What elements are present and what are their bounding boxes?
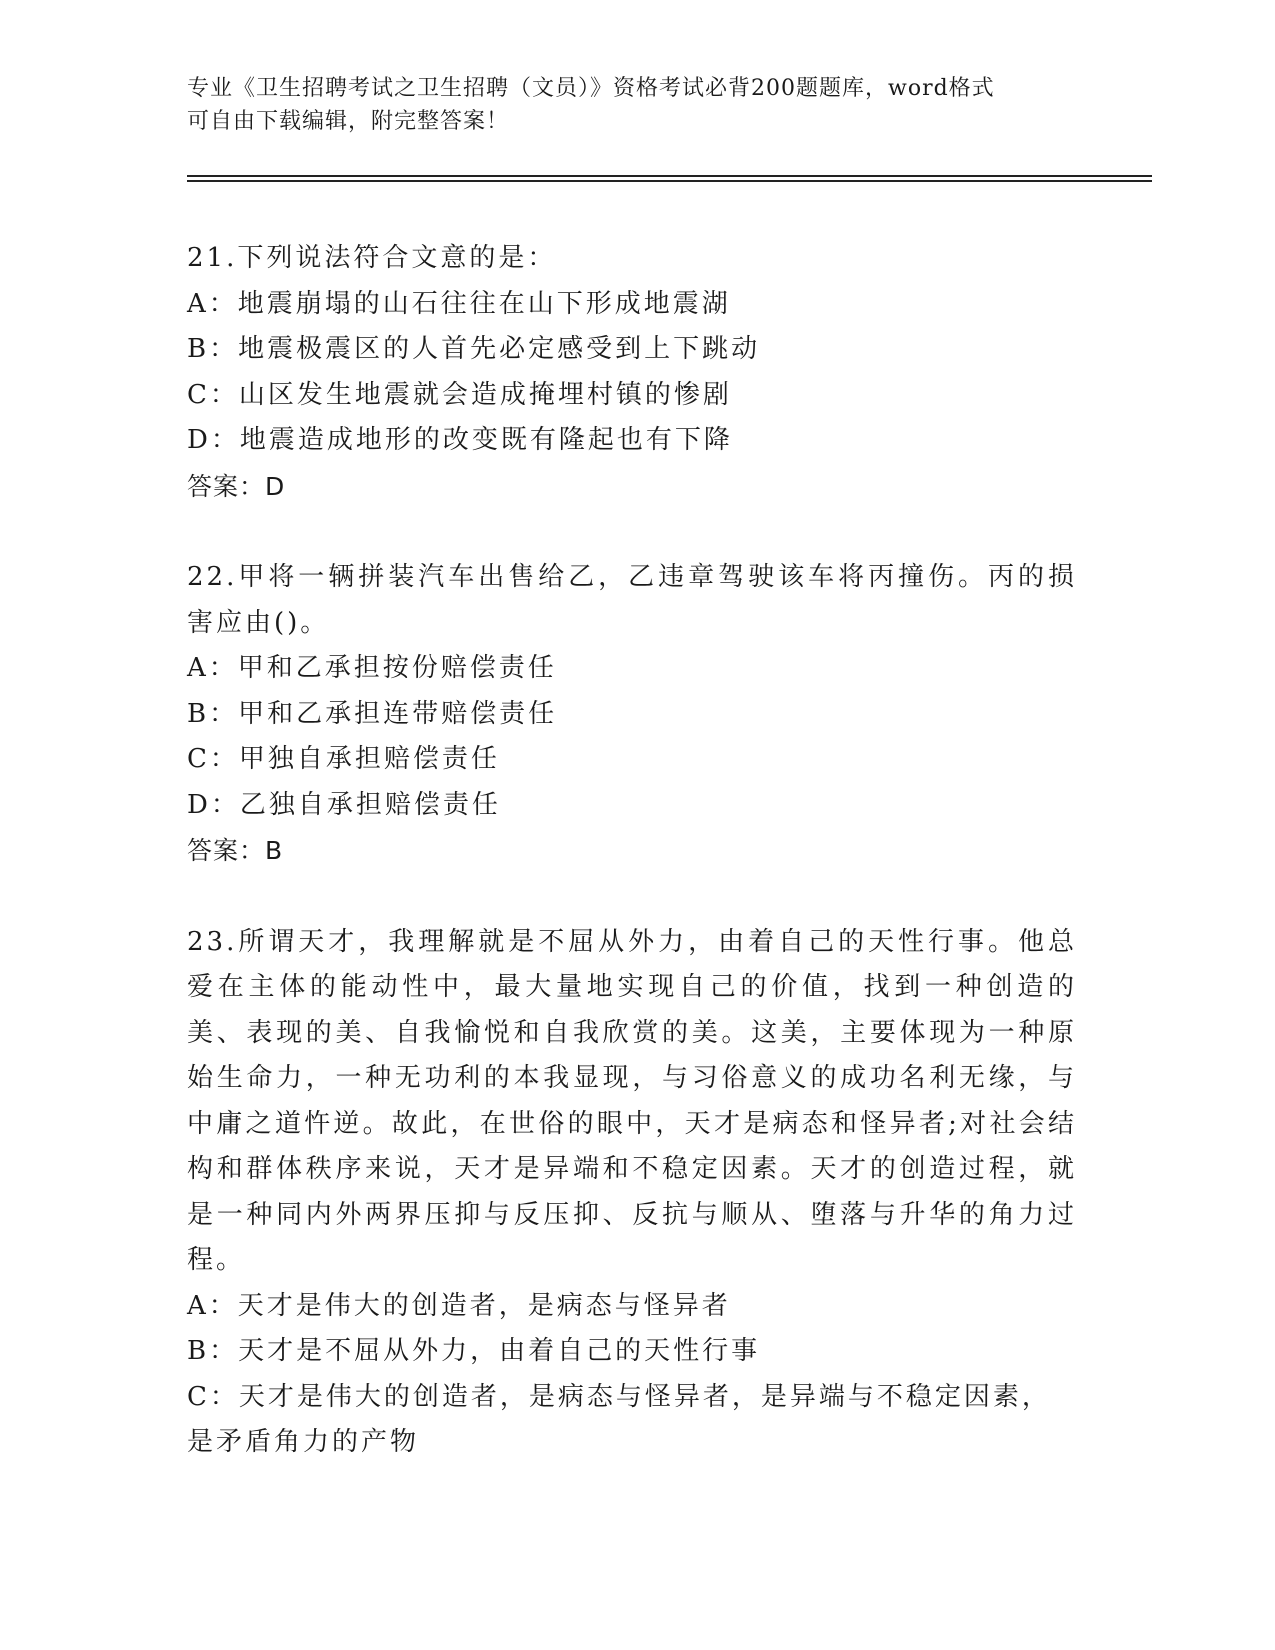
- question-22: [187, 555, 1077, 874]
- question-list: [187, 236, 1077, 1512]
- option-a: A：天才是伟大的创造者，是病态与怪异者: [187, 1290, 731, 1321]
- option-c: C：山区发生地震就会造成掩埋村镇的惨剧: [187, 379, 732, 410]
- option-d: D：乙独自承担赔偿责任: [187, 789, 501, 820]
- option-b: B：地震极震区的人首先必定感受到上下跳动: [187, 334, 761, 364]
- question-stem: 23.所谓天才，我理解就是不屈从外力，由着自己的天性行事。他总爱在主体的能动性中，最大量地实现自己的价值，找到一种创造的美、表现的美、自我愉悦和自我欣赏的美。这美，主要体现为一种原始生命力，一种无功利的本我显现，与习俗意义的成功名利无缘，与中庸之道忤逆。故此，在世俗的眼中，天才是病态和怪异者;对社会结构和群体秩序来说，天才是异端和不稳定因素。天才的创造过程，就是一种同内外两界压抑与反压抑、反抗与顺从、堕落与升华的角力过程。: [187, 926, 1077, 1275]
- question-stem: 22.甲将一辆拼装汽车出售给乙，乙违章驾驶该车将丙撞伤。丙的损害应由()。: [187, 562, 1077, 638]
- option-d: D：地震造成地形的改变既有隆起也有下降: [187, 425, 733, 455]
- question-21: [187, 236, 1077, 509]
- answer-line: 答案：D: [187, 471, 286, 501]
- document-header: [187, 72, 1077, 138]
- option-b: B：甲和乙承担连带赔偿责任: [187, 698, 558, 729]
- header-line-2: 可自由下载编辑，附完整答案！: [187, 109, 510, 134]
- header-divider-top: [187, 175, 1152, 177]
- answer-line: 答案：B: [187, 836, 284, 865]
- header-line-1: 专业《卫生招聘考试之卫生招聘（文员）》资格考试必背200题题库，word格式: [187, 76, 995, 101]
- option-a: A：地震崩塌的山石往往在山下形成地震湖: [187, 288, 731, 319]
- option-b: B：天才是不屈从外力，由着自己的天性行事: [187, 1336, 761, 1366]
- option-a: A：甲和乙承担按份赔偿责任: [187, 653, 557, 683]
- header-divider-bottom: [187, 180, 1152, 182]
- option-c: C：甲独自承担赔偿责任: [187, 744, 500, 774]
- option-c: C：天才是伟大的创造者，是病态与怪异者，是异端与不稳定因素，是矛盾角力的产物: [187, 1381, 1051, 1457]
- question-23: [187, 920, 1077, 1466]
- question-stem: 21.下列说法符合文意的是：: [187, 243, 557, 273]
